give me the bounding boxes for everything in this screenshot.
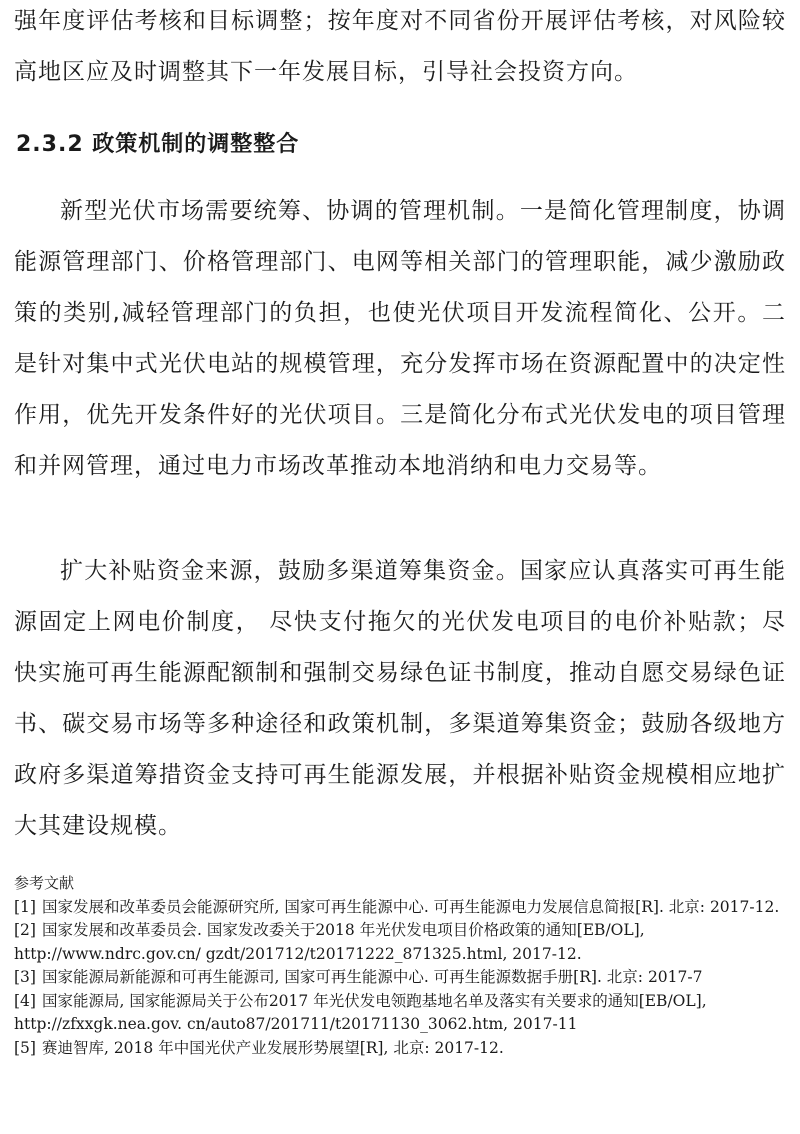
reference-number: [3] bbox=[14, 968, 36, 986]
reference-number: [5] bbox=[14, 1038, 36, 1057]
reference-item bbox=[14, 919, 786, 966]
reference-item bbox=[14, 966, 786, 990]
reference-text: 国家发展和改革委员会能源研究所, 国家可再生能源中心. 可再生能源电力发展信息简报[R]. 北京: 2017-12. bbox=[41, 897, 780, 916]
previous-paragraph: 强年度评估考核和目标调整；按年度对不同省份开展评估考核，对风险较高地区应及时调整其下一年发展目标，引导社会投资方向。 bbox=[14, 8, 786, 85]
subsidy-funding-paragraph: 扩大补贴资金来源，鼓励多渠道筹集资金。国家应认真落实可再生能源固定上网电价制度， 尽快支付拖欠的光伏发电项目的电价补贴款；尽快实施可再生能源配额制和强制交易绿色证书制度，推动自愿交易绿色证书、碳交易市场等多种途径和政策机制，多渠道筹集资金；鼓励各级地方政府多渠道筹措资金支持可再生能源发展，并根据补贴资金规模相应地扩大其建设规模。 bbox=[14, 558, 786, 839]
reference-text: 赛迪智库, 2018 年中国光伏产业发展形势展望[R], 北京: 2017-12. bbox=[41, 1038, 504, 1057]
reference-item bbox=[14, 896, 786, 920]
reference-text: 国家能源局, 国家能源局关于公布2017 年光伏发电领跑基地名单及落实有关要求的通知[EB/OL], http://zfxxgk.nea.gov. cn/auto87/201711/t20171130_3062.htm, 2017-11 bbox=[14, 991, 707, 1033]
policy-mechanism-paragraph: 新型光伏市场需要统筹、协调的管理机制。一是简化管理制度，协调能源管理部门、价格管理部门、电网等相关部门的管理职能，减少激励政策的类别,减轻管理部门的负担，也使光伏项目开发流程简化、公开。二是针对集中式光伏电站的规模管理，充分发挥市场在资源配置中的决定性作用，优先开发条件好的光伏项目。三是简化分布式光伏发电的项目管理和并网管理，通过电力市场改革推动本地消纳和电力交易等。 bbox=[14, 198, 786, 479]
reference-number: [4] bbox=[14, 991, 36, 1010]
reference-number: [1] bbox=[14, 897, 36, 916]
references-section bbox=[14, 872, 786, 1060]
reference-item bbox=[14, 1037, 786, 1061]
reference-text: 国家发展和改革委员会. 国家发改委关于2018 年光伏发电项目价格政策的通知[EB/OL], http://www.ndrc.gov.cn/ gzdt/201712/t20171222_871325.html, 2017-12. bbox=[14, 921, 645, 963]
reference-number: [2] bbox=[14, 921, 36, 939]
reference-item bbox=[14, 990, 786, 1037]
references-title: 参考文献 bbox=[14, 874, 75, 892]
section-heading: 2.3.2 政策机制的调整整合 bbox=[16, 132, 300, 157]
reference-text: 国家能源局新能源和可再生能源司, 国家可再生能源中心. 可再生能源数据手册[R]. 北京: 2017-7 bbox=[41, 968, 703, 986]
